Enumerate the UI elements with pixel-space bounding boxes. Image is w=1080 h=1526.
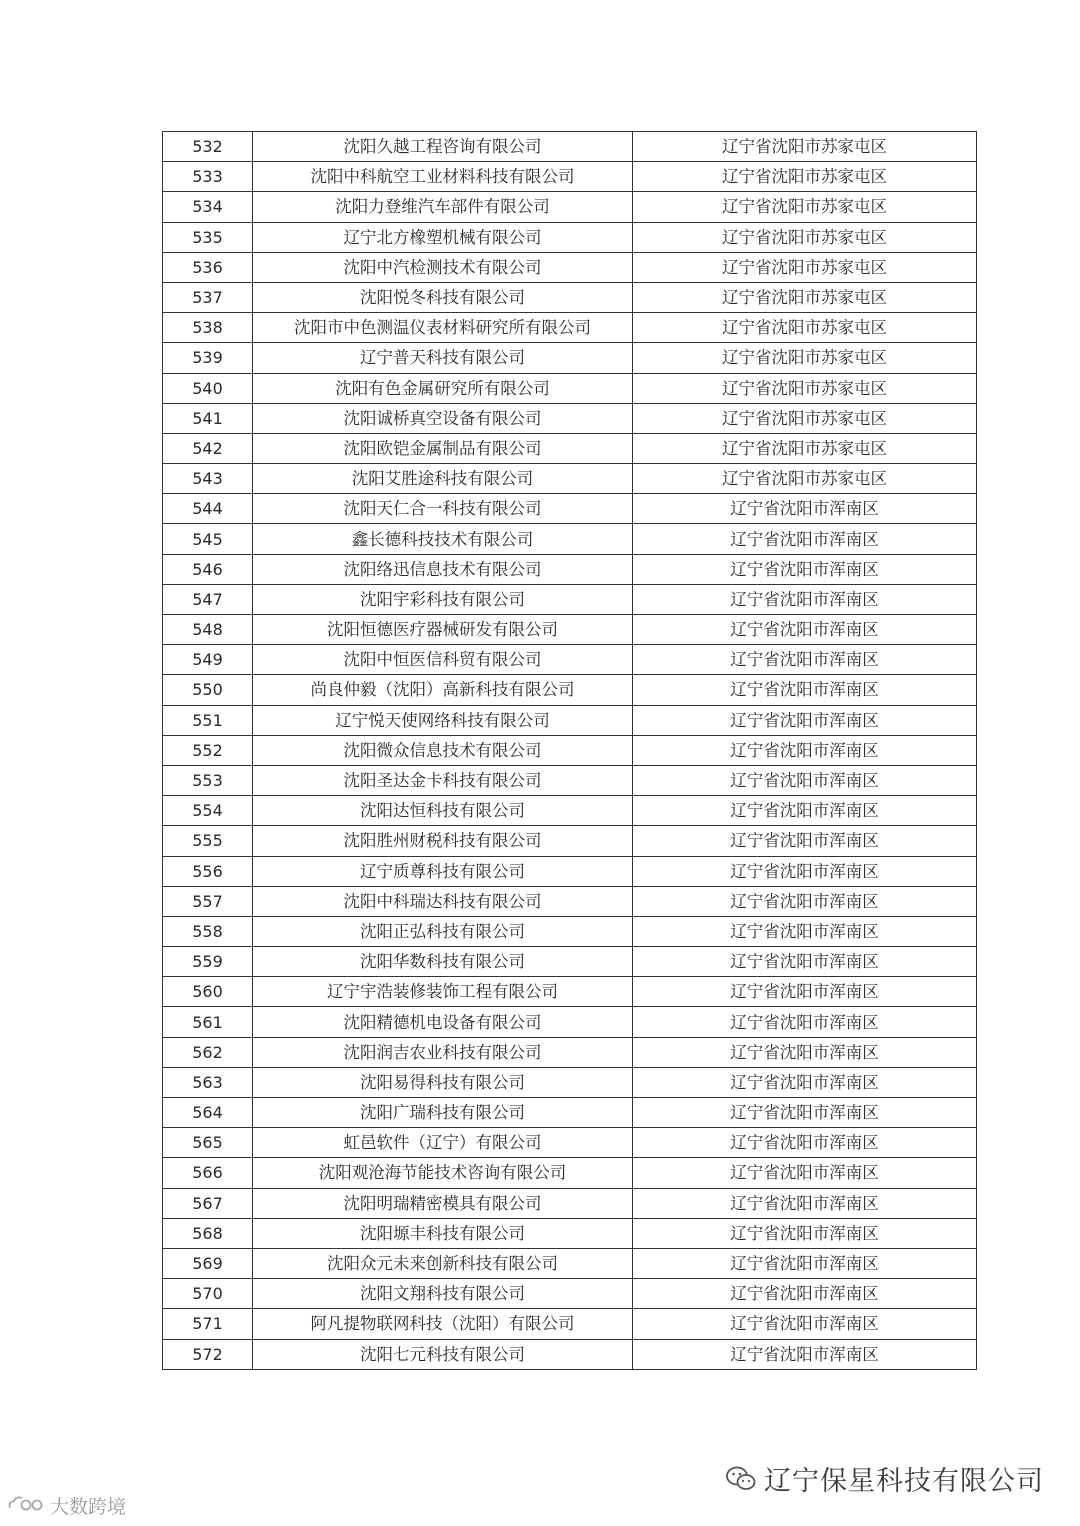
company-region: 辽宁省沈阳市浑南区 xyxy=(633,796,977,826)
row-number: 546 xyxy=(163,554,253,584)
table-row xyxy=(163,192,977,222)
company-region: 辽宁省沈阳市苏家屯区 xyxy=(633,252,977,282)
table-row xyxy=(163,1098,977,1128)
company-region: 辽宁省沈阳市浑南区 xyxy=(633,1098,977,1128)
row-number: 563 xyxy=(163,1067,253,1097)
row-number: 570 xyxy=(163,1279,253,1309)
company-region: 辽宁省沈阳市浑南区 xyxy=(633,1007,977,1037)
company-name: 沈阳七元科技有限公司 xyxy=(253,1339,633,1369)
company-name: 沈阳艾胜途科技有限公司 xyxy=(253,464,633,494)
row-number: 553 xyxy=(163,765,253,795)
table-row xyxy=(163,373,977,403)
row-number: 548 xyxy=(163,615,253,645)
table-row xyxy=(163,947,977,977)
company-name: 阿凡提物联网科技（沈阳）有限公司 xyxy=(253,1309,633,1339)
table-row xyxy=(163,1188,977,1218)
company-name: 沈阳宇彩科技有限公司 xyxy=(253,584,633,614)
cloud-logo-icon xyxy=(6,1494,46,1518)
table-row xyxy=(163,1309,977,1339)
table-row xyxy=(163,675,977,705)
company-region: 辽宁省沈阳市浑南区 xyxy=(633,916,977,946)
row-number: 534 xyxy=(163,192,253,222)
company-region: 辽宁省沈阳市浑南区 xyxy=(633,645,977,675)
table-row xyxy=(163,554,977,584)
row-number: 545 xyxy=(163,524,253,554)
company-region: 辽宁省沈阳市浑南区 xyxy=(633,1067,977,1097)
row-number: 537 xyxy=(163,282,253,312)
company-region: 辽宁省沈阳市苏家屯区 xyxy=(633,464,977,494)
table-row xyxy=(163,886,977,916)
watermark-right xyxy=(726,1459,1044,1498)
row-number: 541 xyxy=(163,403,253,433)
company-name: 沈阳久越工程咨询有限公司 xyxy=(253,132,633,162)
table-row xyxy=(163,252,977,282)
company-name: 沈阳力登维汽车部件有限公司 xyxy=(253,192,633,222)
company-region: 辽宁省沈阳市苏家屯区 xyxy=(633,222,977,252)
row-number: 557 xyxy=(163,886,253,916)
company-name: 沈阳明瑞精密模具有限公司 xyxy=(253,1188,633,1218)
company-name: 沈阳塬丰科技有限公司 xyxy=(253,1218,633,1248)
company-name: 鑫长德科技技术有限公司 xyxy=(253,524,633,554)
company-region: 辽宁省沈阳市浑南区 xyxy=(633,886,977,916)
company-name: 沈阳圣达金卡科技有限公司 xyxy=(253,765,633,795)
company-region: 辽宁省沈阳市浑南区 xyxy=(633,554,977,584)
company-name: 沈阳文翔科技有限公司 xyxy=(253,1279,633,1309)
company-region: 辽宁省沈阳市苏家屯区 xyxy=(633,373,977,403)
table-row xyxy=(163,735,977,765)
company-region: 辽宁省沈阳市浑南区 xyxy=(633,1037,977,1067)
watermark-left xyxy=(6,1492,126,1519)
company-name: 沈阳天仁合一科技有限公司 xyxy=(253,494,633,524)
company-list-table xyxy=(162,131,977,1370)
table-row xyxy=(163,1067,977,1097)
row-number: 567 xyxy=(163,1188,253,1218)
row-number: 532 xyxy=(163,132,253,162)
table-row xyxy=(163,524,977,554)
company-name: 沈阳观沧海节能技术咨询有限公司 xyxy=(253,1158,633,1188)
company-name: 沈阳正弘科技有限公司 xyxy=(253,916,633,946)
table-row xyxy=(163,645,977,675)
watermark-left-text: 大数跨境 xyxy=(50,1496,127,1518)
row-number: 561 xyxy=(163,1007,253,1037)
company-name: 沈阳华数科技有限公司 xyxy=(253,947,633,977)
table-row xyxy=(163,1037,977,1067)
company-name: 辽宁宇浩装修装饰工程有限公司 xyxy=(253,977,633,1007)
company-region: 辽宁省沈阳市浑南区 xyxy=(633,524,977,554)
company-name: 辽宁北方橡塑机械有限公司 xyxy=(253,222,633,252)
table-row xyxy=(163,615,977,645)
table-row xyxy=(163,1158,977,1188)
company-name: 辽宁普天科技有限公司 xyxy=(253,343,633,373)
company-region: 辽宁省沈阳市浑南区 xyxy=(633,1339,977,1369)
company-name: 辽宁质尊科技有限公司 xyxy=(253,856,633,886)
company-name: 沈阳恒德医疗器械研发有限公司 xyxy=(253,615,633,645)
company-name: 沈阳胜州财税科技有限公司 xyxy=(253,826,633,856)
company-region: 辽宁省沈阳市浑南区 xyxy=(633,705,977,735)
row-number: 547 xyxy=(163,584,253,614)
company-name: 沈阳中科航空工业材料科技有限公司 xyxy=(253,162,633,192)
row-number: 559 xyxy=(163,947,253,977)
row-number: 569 xyxy=(163,1248,253,1278)
company-region: 辽宁省沈阳市浑南区 xyxy=(633,494,977,524)
row-number: 539 xyxy=(163,343,253,373)
table-row xyxy=(163,162,977,192)
table-row xyxy=(163,826,977,856)
table-row xyxy=(163,313,977,343)
company-region: 辽宁省沈阳市苏家屯区 xyxy=(633,162,977,192)
table-row xyxy=(163,977,977,1007)
row-number: 562 xyxy=(163,1037,253,1067)
row-number: 572 xyxy=(163,1339,253,1369)
row-number: 554 xyxy=(163,796,253,826)
row-number: 552 xyxy=(163,735,253,765)
row-number: 540 xyxy=(163,373,253,403)
row-number: 542 xyxy=(163,433,253,463)
company-region: 辽宁省沈阳市浑南区 xyxy=(633,856,977,886)
company-region: 辽宁省沈阳市苏家屯区 xyxy=(633,132,977,162)
row-number: 568 xyxy=(163,1218,253,1248)
company-region: 辽宁省沈阳市浑南区 xyxy=(633,1188,977,1218)
company-name: 沈阳诚桥真空设备有限公司 xyxy=(253,403,633,433)
wechat-icon xyxy=(726,1466,756,1492)
company-region: 辽宁省沈阳市浑南区 xyxy=(633,1279,977,1309)
company-region: 辽宁省沈阳市苏家屯区 xyxy=(633,343,977,373)
table-row xyxy=(163,765,977,795)
row-number: 550 xyxy=(163,675,253,705)
table-row xyxy=(163,403,977,433)
company-name: 沈阳悦冬科技有限公司 xyxy=(253,282,633,312)
company-region: 辽宁省沈阳市苏家屯区 xyxy=(633,192,977,222)
row-number: 571 xyxy=(163,1309,253,1339)
table-row xyxy=(163,132,977,162)
company-name: 沈阳精德机电设备有限公司 xyxy=(253,1007,633,1037)
row-number: 556 xyxy=(163,856,253,886)
row-number: 544 xyxy=(163,494,253,524)
table-row xyxy=(163,705,977,735)
company-region: 辽宁省沈阳市浑南区 xyxy=(633,1218,977,1248)
table-row xyxy=(163,222,977,252)
company-region: 辽宁省沈阳市浑南区 xyxy=(633,1128,977,1158)
company-name: 沈阳广瑞科技有限公司 xyxy=(253,1098,633,1128)
company-region: 辽宁省沈阳市浑南区 xyxy=(633,675,977,705)
row-number: 535 xyxy=(163,222,253,252)
row-number: 543 xyxy=(163,464,253,494)
company-name: 沈阳达恒科技有限公司 xyxy=(253,796,633,826)
company-name: 沈阳市中色测温仪表材料研究所有限公司 xyxy=(253,313,633,343)
company-name: 沈阳络迅信息技术有限公司 xyxy=(253,554,633,584)
table-row xyxy=(163,584,977,614)
watermark-right-text: 辽宁保星科技有限公司 xyxy=(764,1466,1044,1497)
row-number: 555 xyxy=(163,826,253,856)
company-name: 沈阳中恒医信科贸有限公司 xyxy=(253,645,633,675)
company-region: 辽宁省沈阳市苏家屯区 xyxy=(633,282,977,312)
company-region: 辽宁省沈阳市浑南区 xyxy=(633,584,977,614)
company-name: 沈阳微众信息技术有限公司 xyxy=(253,735,633,765)
company-region: 辽宁省沈阳市浑南区 xyxy=(633,1158,977,1188)
table-row xyxy=(163,464,977,494)
table-row xyxy=(163,1339,977,1369)
table-row xyxy=(163,494,977,524)
company-region: 辽宁省沈阳市浑南区 xyxy=(633,826,977,856)
row-number: 566 xyxy=(163,1158,253,1188)
table-row xyxy=(163,916,977,946)
row-number: 560 xyxy=(163,977,253,1007)
row-number: 564 xyxy=(163,1098,253,1128)
row-number: 551 xyxy=(163,705,253,735)
company-name: 沈阳欧铠金属制品有限公司 xyxy=(253,433,633,463)
company-region: 辽宁省沈阳市苏家屯区 xyxy=(633,403,977,433)
row-number: 558 xyxy=(163,916,253,946)
company-name: 沈阳易得科技有限公司 xyxy=(253,1067,633,1097)
company-region: 辽宁省沈阳市浑南区 xyxy=(633,1309,977,1339)
company-region: 辽宁省沈阳市苏家屯区 xyxy=(633,433,977,463)
table-row xyxy=(163,343,977,373)
row-number: 536 xyxy=(163,252,253,282)
company-name: 辽宁悦天使网络科技有限公司 xyxy=(253,705,633,735)
row-number: 533 xyxy=(163,162,253,192)
company-region: 辽宁省沈阳市浑南区 xyxy=(633,765,977,795)
table-body xyxy=(163,132,977,1370)
table-row xyxy=(163,856,977,886)
company-name: 沈阳中科瑞达科技有限公司 xyxy=(253,886,633,916)
table-row xyxy=(163,1248,977,1278)
table-row xyxy=(163,796,977,826)
company-region: 辽宁省沈阳市浑南区 xyxy=(633,977,977,1007)
company-region: 辽宁省沈阳市浑南区 xyxy=(633,615,977,645)
company-region: 辽宁省沈阳市浑南区 xyxy=(633,1248,977,1278)
company-name: 沈阳众元未来创新科技有限公司 xyxy=(253,1248,633,1278)
table-row xyxy=(163,1279,977,1309)
table-row xyxy=(163,1007,977,1037)
table-row xyxy=(163,1128,977,1158)
company-region: 辽宁省沈阳市苏家屯区 xyxy=(633,313,977,343)
company-name: 虹邑软件（辽宁）有限公司 xyxy=(253,1128,633,1158)
company-region: 辽宁省沈阳市浑南区 xyxy=(633,735,977,765)
row-number: 549 xyxy=(163,645,253,675)
company-name: 沈阳有色金属研究所有限公司 xyxy=(253,373,633,403)
company-name: 沈阳润吉农业科技有限公司 xyxy=(253,1037,633,1067)
table-row xyxy=(163,433,977,463)
row-number: 538 xyxy=(163,313,253,343)
table-row xyxy=(163,1218,977,1248)
company-name: 沈阳中汽检测技术有限公司 xyxy=(253,252,633,282)
company-region: 辽宁省沈阳市浑南区 xyxy=(633,947,977,977)
company-name: 尚良仲毅（沈阳）高新科技有限公司 xyxy=(253,675,633,705)
table-row xyxy=(163,282,977,312)
row-number: 565 xyxy=(163,1128,253,1158)
